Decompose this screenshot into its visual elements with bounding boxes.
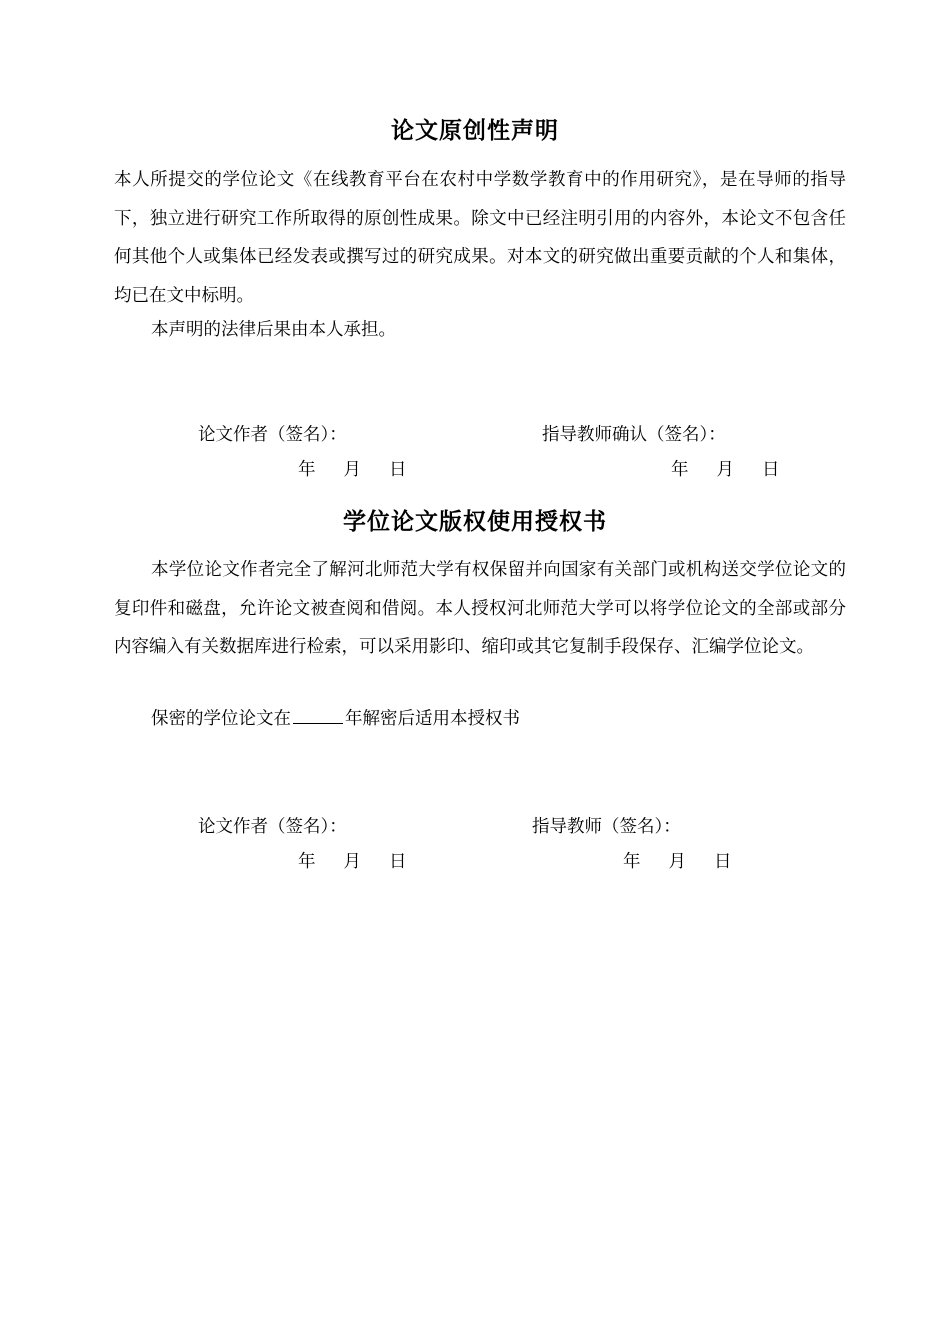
date-year: 年 [623, 852, 641, 872]
secret-thesis-clause [114, 700, 846, 739]
date-month: 月 [343, 460, 361, 480]
advisor-signature-date-2 [623, 850, 732, 874]
date-year: 年 [298, 852, 316, 872]
author-signature-label: 论文作者（签名）： [198, 425, 347, 445]
author-signature-date [298, 458, 407, 482]
advisor-signature-date [671, 458, 780, 482]
advisor-confirm-signature-label: 指导教师确认（签名）： [542, 425, 726, 445]
date-year: 年 [671, 460, 689, 480]
secret-clause-suffix: 年解密后适用本授权书 [345, 709, 520, 729]
secret-clause-prefix: 保密的学位论文在 [151, 709, 291, 729]
advisor-signature-label-2: 指导教师（签名）： [532, 817, 681, 837]
originality-statement-body: 本人所提交的学位论文《在线教育平台在农村中学数学教育中的作用研究》，是在导师的指导下，独立进行研究工作所取得的原创性成果。除文中已经注明引用的内容外，本论文不包含任何其他个人或集体已经发表或撰写过的研究成果。对本文的研究做出重要贡献的个人和集体，均已在文中标明。 [114, 170, 846, 306]
copyright-authorization-title: 学位论文版权使用授权书 [343, 509, 607, 535]
date-month: 月 [716, 460, 734, 480]
date-month: 月 [343, 852, 361, 872]
date-day: 日 [389, 852, 407, 872]
legal-consequence-statement: 本声明的法律后果由本人承担。 [151, 320, 396, 340]
date-month: 月 [668, 852, 686, 872]
copyright-authorization-body: 本学位论文作者完全了解河北师范大学有权保留并向国家有关部门或机构送交学位论文的复印件和磁盘，允许论文被查阅和借阅。本人授权河北师范大学可以将学位论文的全部或部分内容编入有关数据库进行检索，可以采用影印、缩印或其它复制手段保存、汇编学位论文。 [114, 560, 846, 657]
originality-statement-title: 论文原创性声明 [391, 118, 559, 144]
date-year: 年 [298, 460, 316, 480]
date-day: 日 [389, 460, 407, 480]
date-day: 日 [714, 852, 732, 872]
author-signature-date-2 [298, 850, 407, 874]
date-day: 日 [762, 460, 780, 480]
secret-years-blank [293, 705, 343, 724]
author-signature-label-2: 论文作者（签名）： [198, 817, 347, 837]
